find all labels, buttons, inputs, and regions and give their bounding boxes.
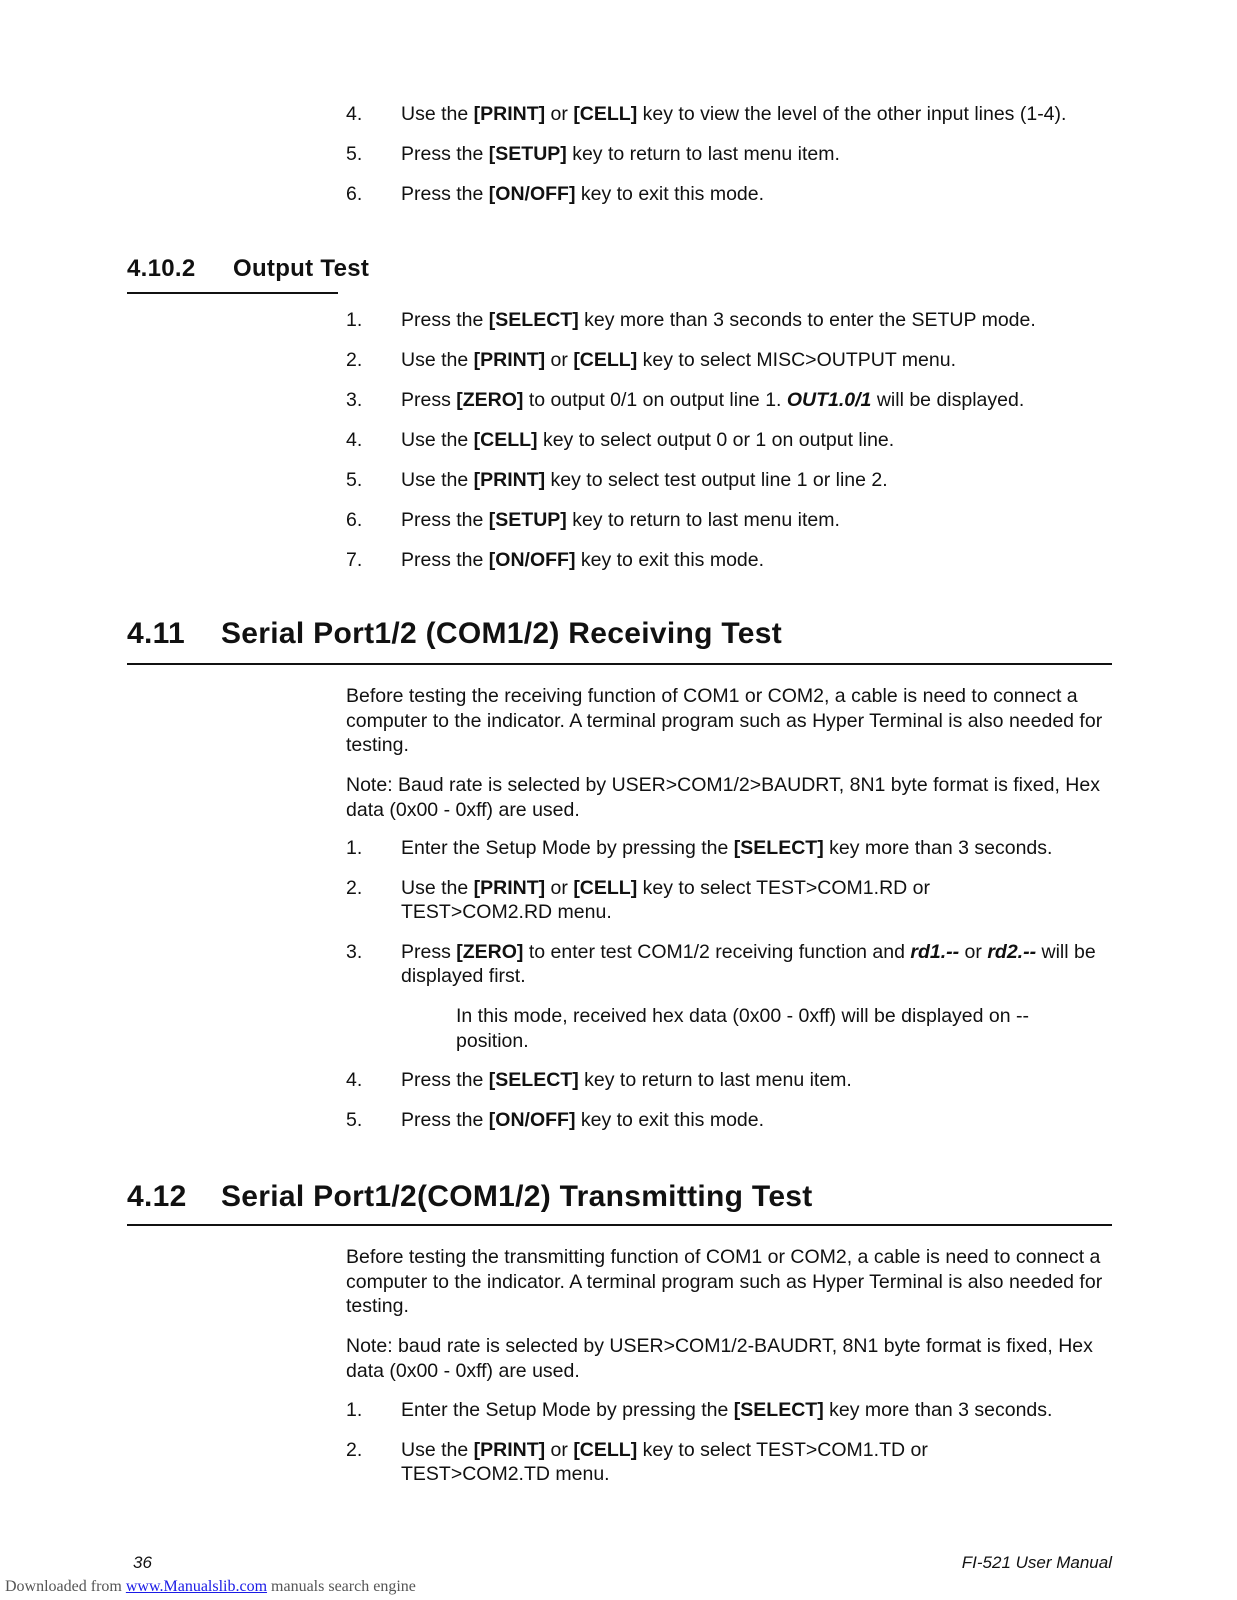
list-item: 5. Use the [PRINT] key to select test output line 1 or line 2. [346, 469, 888, 491]
manualslib-link[interactable]: www.Manualslib.com [125, 1578, 268, 1595]
list-item: 5. Press the [ON/OFF] key to exit this mode. [346, 1109, 765, 1131]
heading-rule [127, 663, 1112, 665]
note-paragraph: Note: baud rate is selected by USER>COM1/2-BAUDRT, 8N1 byte format is fixed, Hex data (0x00 - 0xff) are used. [346, 1335, 1093, 1382]
list-item: 6. Press the [ON/OFF] key to exit this mode. [346, 183, 765, 205]
list-item: 4. Use the [CELL] key to select output 0 or 1 on output line. [346, 429, 895, 451]
intro-paragraph: Before testing the transmitting function of COM1 or COM2, a cable is need to connect a computer to the indicator. A terminal program such as Hyper Terminal is also needed for testing. [346, 1246, 1103, 1317]
list-item: 2. Use the [PRINT] or [CELL] key to select MISC>OUTPUT menu. [346, 349, 956, 371]
list-item: 2. Use the [PRINT] or [CELL] key to select TEST>COM1.RD or TEST>COM2.RD menu. [346, 877, 930, 923]
download-bar: Downloaded from www.Manualslib.com manuals search engine [5, 1578, 416, 1595]
list-item: 7. Press the [ON/OFF] key to exit this mode. [346, 549, 765, 571]
intro-paragraph: Before testing the receiving function of COM1 or COM2, a cable is need to connect a computer to the indicator. A terminal program such as Hyper Terminal is also needed for testing. [346, 685, 1103, 756]
sub-note: In this mode, received hex data (0x00 - 0xff) will be displayed on -- position. [456, 1005, 1030, 1052]
list-item: 2. Use the [PRINT] or [CELL] key to select TEST>COM1.TD or TEST>COM2.TD menu. [346, 1439, 928, 1485]
list-item: 4. Use the [PRINT] or [CELL] key to view the level of the other input lines (1-4). [346, 103, 1067, 125]
heading-rule [127, 1224, 1112, 1226]
list-item: 4. Press the [SELECT] key to return to last menu item. [346, 1069, 852, 1091]
heading-rule [127, 292, 338, 294]
note-paragraph: Note: Baud rate is selected by USER>COM1/2>BAUDRT, 8N1 byte format is fixed, Hex data (0x00 - 0xff) are used. [346, 774, 1100, 821]
list-item: 3. Press [ZERO] to output 0/1 on output line 1. OUT1.0/1 will be displayed. [346, 389, 1025, 411]
page-number: 36 [133, 1553, 152, 1572]
list-item: 5. Press the [SETUP] key to return to last menu item. [346, 143, 840, 165]
list-item: 3. Press [ZERO] to enter test COM1/2 receiving function and rd1.-- or rd2.-- will be displayed first. [346, 941, 1096, 987]
list-item: 6. Press the [SETUP] key to return to last menu item. [346, 509, 840, 531]
section-heading-transmitting-test: 4.12 Serial Port1/2(COM1/2) Transmitting Test [127, 1180, 813, 1213]
list-item: 1. Press the [SELECT] key more than 3 seconds to enter the SETUP mode. [346, 309, 1036, 331]
section-heading-receiving-test: 4.11 Serial Port1/2 (COM1/2) Receiving Test [127, 617, 783, 650]
section-heading-output-test: 4.10.2 Output Test [127, 255, 370, 282]
list-item: 1. Enter the Setup Mode by pressing the [SELECT] key more than 3 seconds. [346, 837, 1053, 859]
list-item: 1. Enter the Setup Mode by pressing the [SELECT] key more than 3 seconds. [346, 1399, 1053, 1421]
manual-title: FI-521 User Manual [961, 1553, 1112, 1572]
